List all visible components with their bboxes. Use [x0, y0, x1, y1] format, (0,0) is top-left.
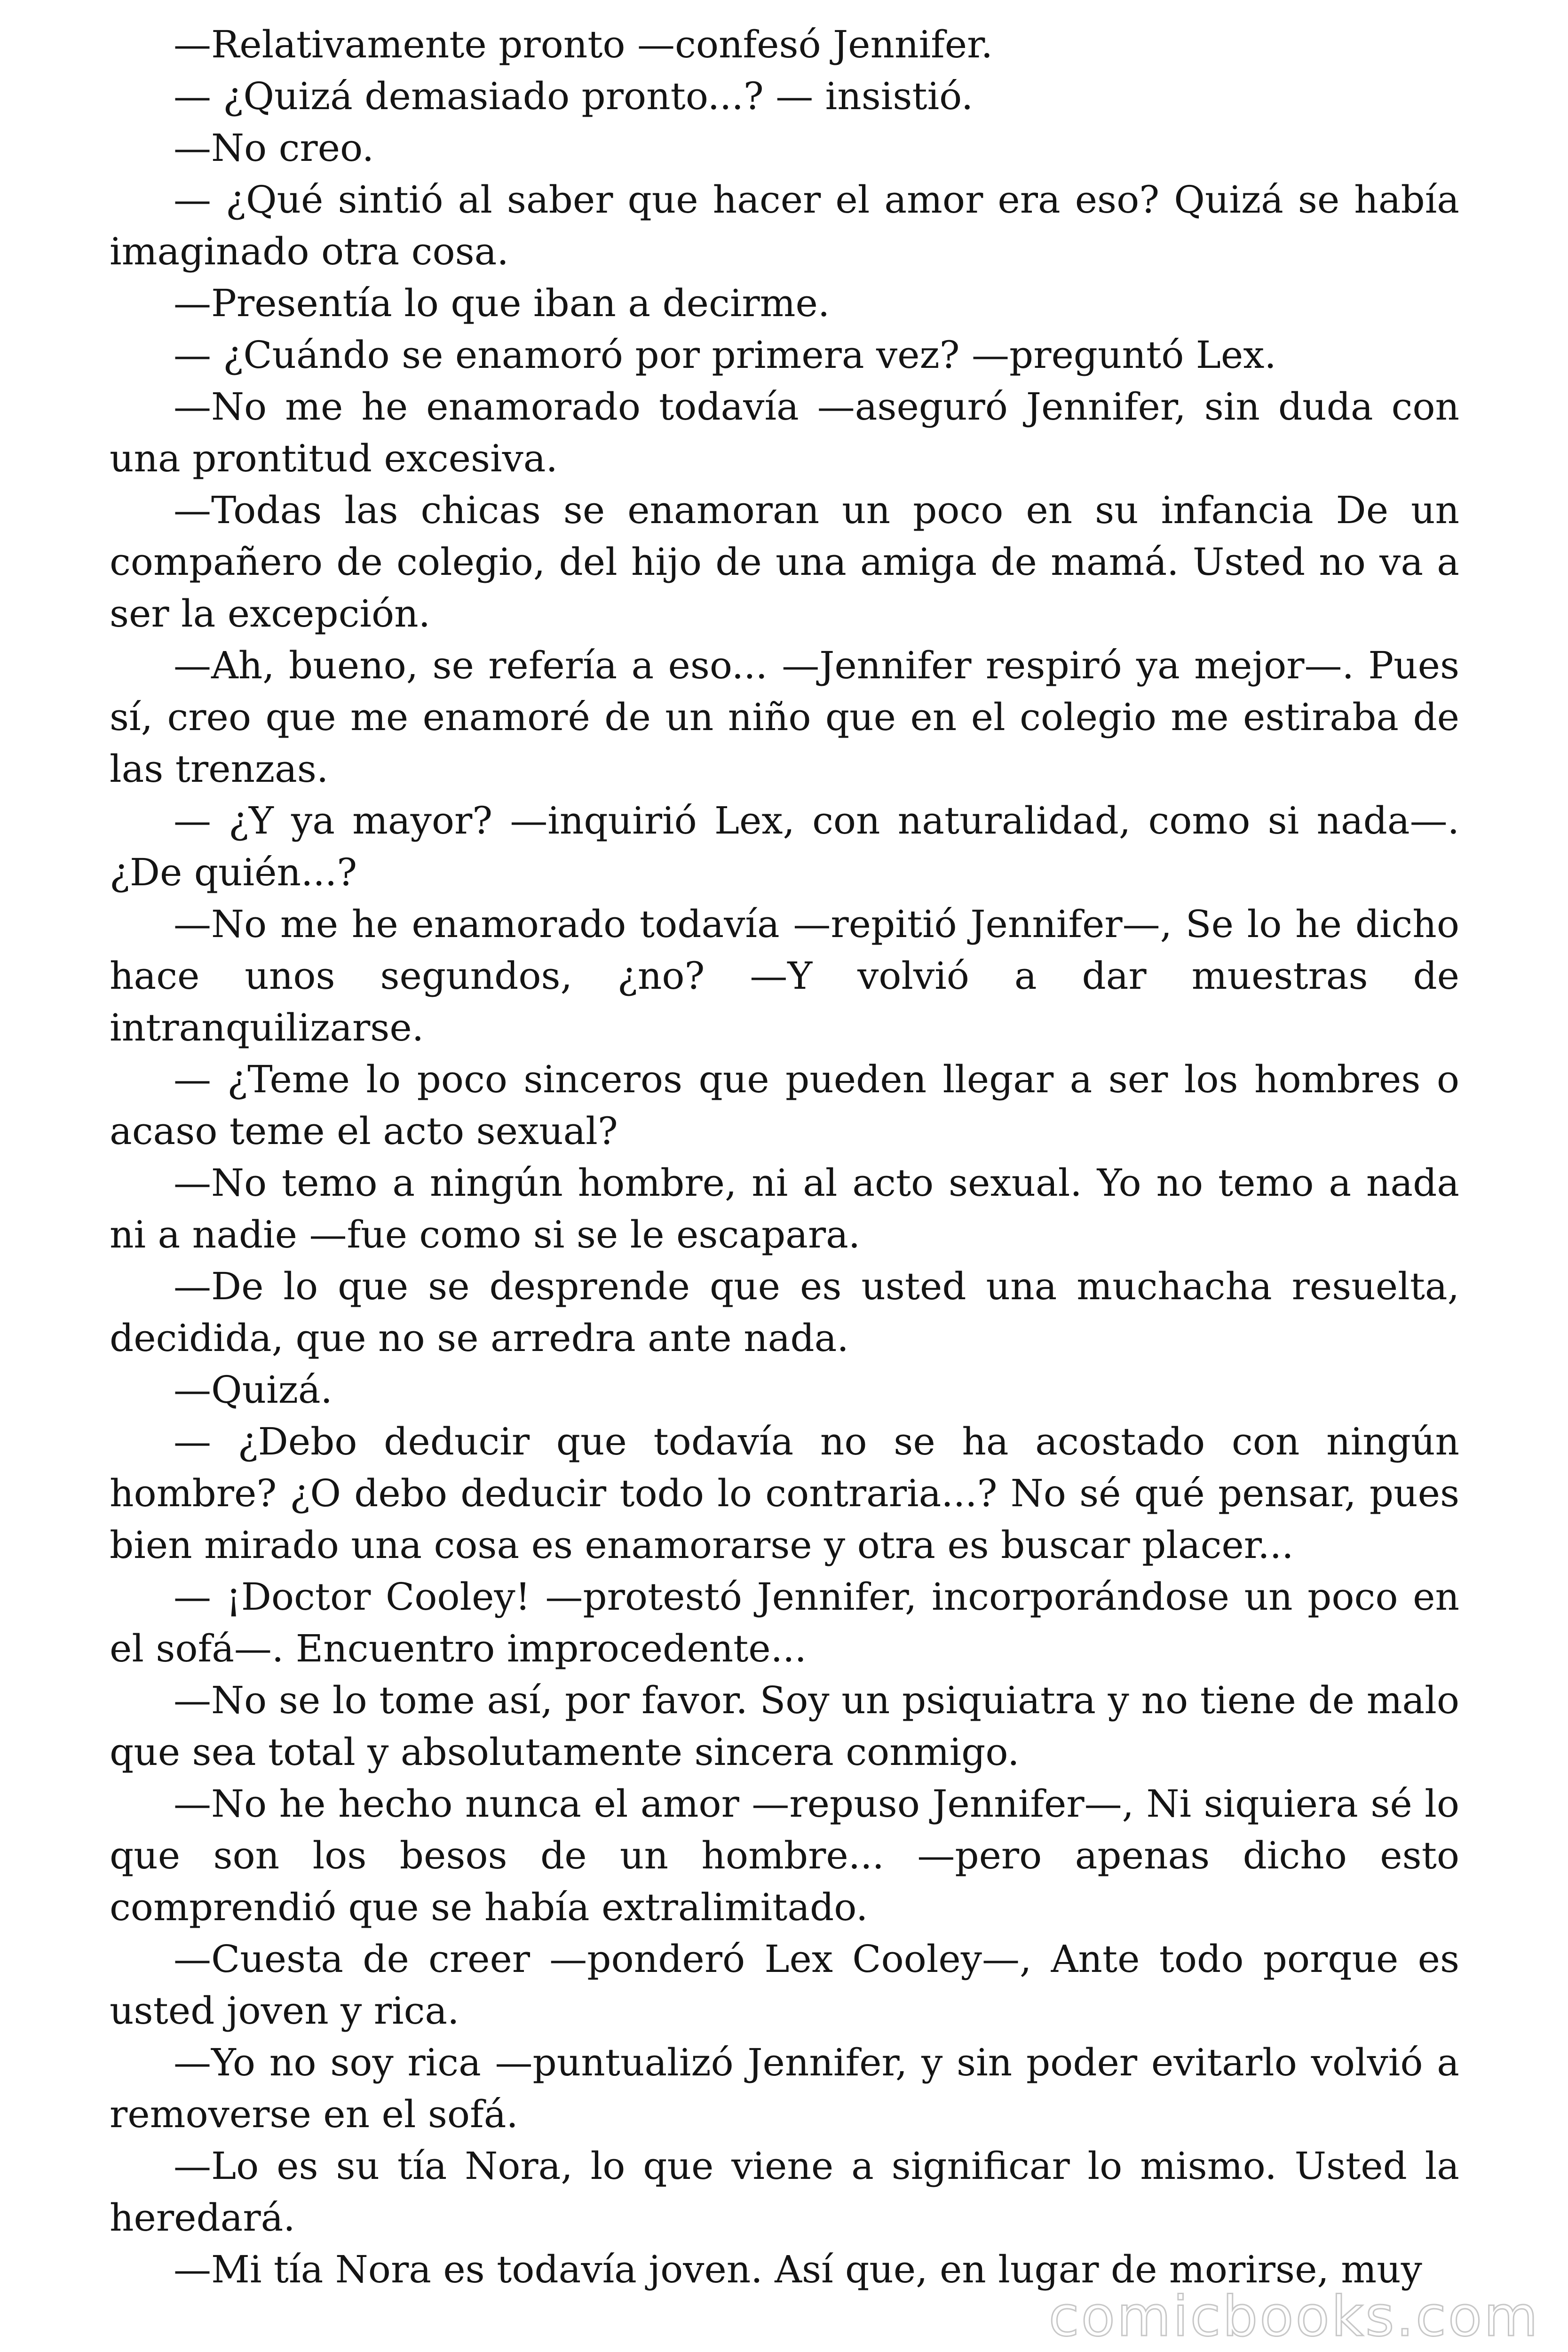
paragraph: —Presentía lo que iban a decirme.	[174, 281, 830, 325]
paragraph: —Quizá.	[174, 1368, 333, 1412]
paragraph: —Ah, bueno, se refería a eso... —Jennifer respiró ya mejor—. Pues sí, creo que me enamoré de un niño que en el colegio me estiraba de las trenzas.	[110, 644, 1459, 791]
paragraph: —Cuesta de creer —ponderó Lex Cooley—, Ante todo porque es usted joven y rica.	[110, 1937, 1459, 2033]
paragraph: —Mi tía Nora es todavía joven. Así que, en lugar de morirse, muy	[174, 2248, 1422, 2291]
paragraph: — ¿Cuándo se enamoró por primera vez? —preguntó Lex.	[174, 333, 1276, 377]
paragraph: —Todas las chicas se enamoran un poco en su infancia De un compañero de colegio, del hijo de una amiga de mamá. Usted no va a ser la excepción.	[110, 488, 1459, 636]
paragraph: — ¿Quizá demasiado pronto...? — insistió.	[174, 74, 974, 118]
paragraph: —No creo.	[174, 126, 374, 170]
paragraph: — ¿Qué sintió al saber que hacer el amor era eso? Quizá se había imaginado otra cosa.	[110, 178, 1459, 273]
paragraph: —Lo es su tía Nora, lo que viene a significar lo mismo. Usted la heredará.	[110, 2144, 1459, 2240]
paragraph: — ¿Teme lo poco sinceros que pueden llegar a ser los hombres o acaso teme el acto sexual?	[110, 1057, 1459, 1153]
watermark: comicbooks.com	[1048, 2284, 1540, 2349]
paragraph: —No temo a ningún hombre, ni al acto sexual. Yo no temo a nada ni a nadie —fue como si se le escapara.	[110, 1161, 1459, 1256]
paragraph: —Relativamente pronto —confesó Jennifer.	[174, 23, 993, 66]
paragraph: —No me he enamorado todavía —aseguró Jennifer, sin duda con una prontitud excesiva.	[110, 385, 1459, 480]
paragraph: —De lo que se desprende que es usted una muchacha resuelta, decidida, que no se arredra ante nada.	[110, 1264, 1459, 1360]
paragraph: —No se lo tome así, por favor. Soy un psiquiatra y no tiene de malo que sea total y absolutamente sincera conmigo.	[110, 1678, 1459, 1774]
book-page	[110, 19, 1459, 2296]
paragraph: — ¿Y ya mayor? —inquirió Lex, con naturalidad, como si nada—. ¿De quién...?	[110, 799, 1459, 894]
paragraph: —No he hecho nunca el amor —repuso Jennifer—, Ni siquiera sé lo que son los besos de un hombre... —pero apenas dicho esto comprendió que se había extralimitado.	[110, 1782, 1459, 1929]
paragraph: —No me he enamorado todavía —repitió Jennifer—, Se lo he dicho hace unos segundos, ¿no? —Y volvió a dar muestras de intranquilizarse.	[110, 902, 1459, 1049]
paragraph: — ¿Debo deducir que todavía no se ha acostado con ningún hombre? ¿O debo deducir todo lo contraria...? No sé qué pensar, pues bien mirado una cosa es enamorarse y otra es buscar placer...	[110, 1420, 1459, 1567]
paragraph: —Yo no soy rica —puntualizó Jennifer, y sin poder evitarlo volvió a removerse en el sofá.	[110, 2041, 1459, 2136]
paragraph: — ¡Doctor Cooley! —protestó Jennifer, incorporándose un poco en el sofá—. Encuentro improcedente...	[110, 1575, 1459, 1670]
